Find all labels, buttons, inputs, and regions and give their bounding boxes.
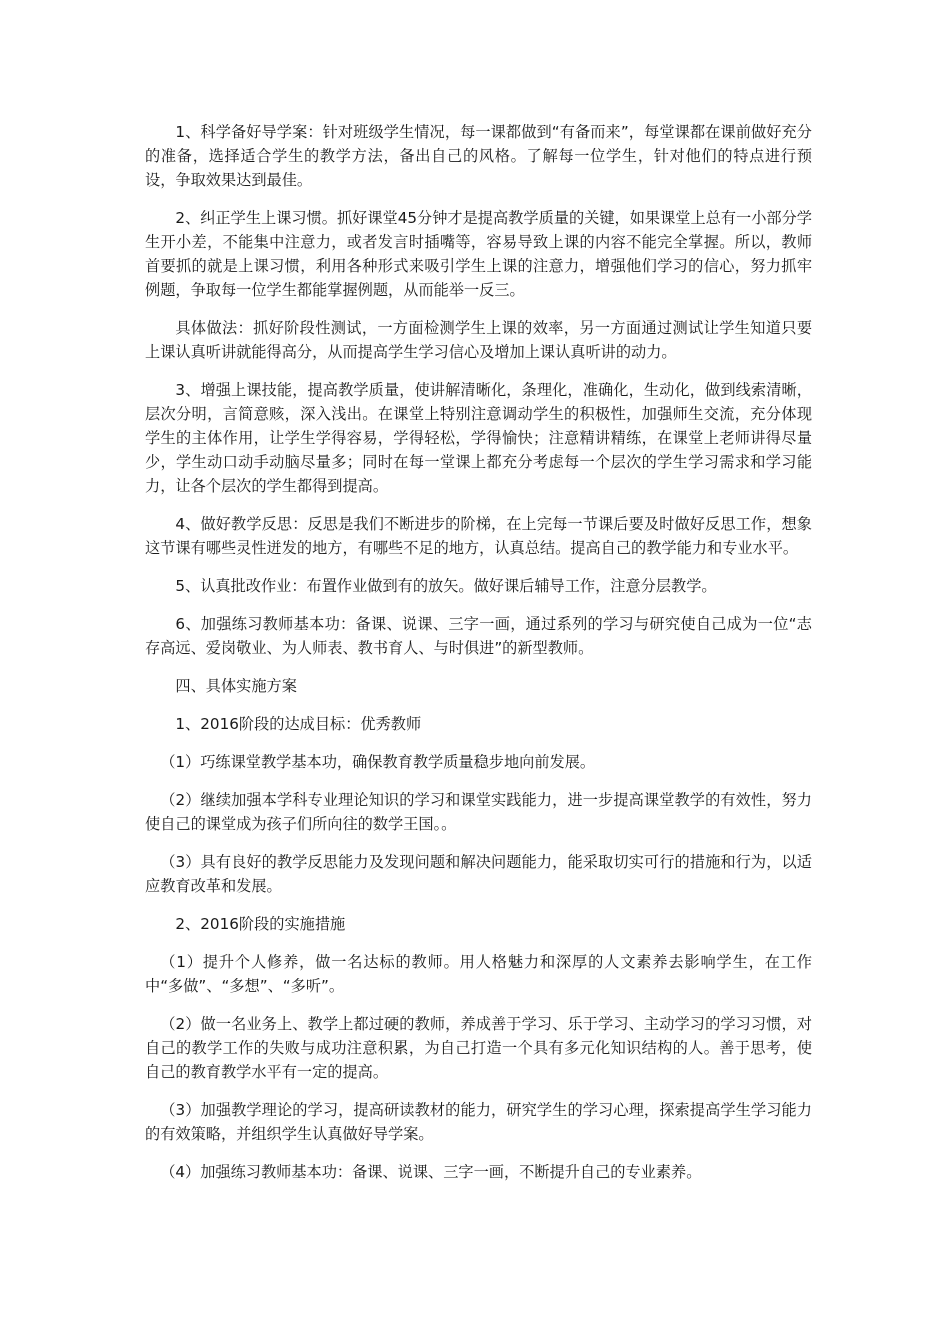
measure-item-3: （3）加强教学理论的学习，提高研读教材的能力，研究学生的学习心理，探索提高学生学习能力的有效策略，并组织学生认真做好导学案。 — [145, 1101, 812, 1143]
paragraph-basic-skills: 6、加强练习教师基本功：备课、说课、三字一画，通过系列的学习与研究使自己成为一位“志存高远、爱岗敬业、为人师表、教书育人、与时俱进”的新型教师。 — [145, 615, 812, 657]
paragraph-teaching-reflection: 4、做好教学反思：反思是我们不断进步的阶梯，在上完每一节课后要及时做好反思工作，想象这节课有哪些灵性迸发的地方，有哪些不足的地方，认真总结。提高自己的教学能力和专业水平。 — [145, 515, 812, 557]
goal-item-1: （1）巧练课堂教学基本功，确保教育教学质量稳步地向前发展。 — [160, 753, 596, 771]
paragraph-class-habits: 2、纠正学生上课习惯。抓好课堂45分钟才是提高教学质量的关键，如果课堂上总有一小部分学生开小差，不能集中注意力，或者发言时插嘴等，容易导致上课的内容不能完全掌握。所以，教师首要抓的就是上课习惯，利用各种形式来吸引学生上课的注意力，增强他们学习的信心，努力抓牢例题，争取每一位学生都能掌握例题，从而能举一反三。 — [145, 209, 812, 299]
measure-item-1: （1）提升个人修养，做一名达标的教师。用人格魅力和深厚的人文素养去影响学生，在工作中“多做”、“多想”、“多听”。 — [145, 953, 812, 995]
paragraph-specific-method: 具体做法：抓好阶段性测试，一方面检测学生上课的效率，另一方面通过测试让学生知道只要上课认真听讲就能得高分，从而提高学生学习信心及增加上课认真听讲的动力。 — [145, 319, 812, 361]
goal-item-2: （2）继续加强本学科专业理论知识的学习和课堂实践能力，进一步提高课堂教学的有效性，努力使自己的课堂成为孩子们所向往的数学王国。。 — [145, 791, 812, 833]
measure-item-4: （4）加强练习教师基本功：备课、说课、三字一画，不断提升自己的专业素养。 — [160, 1163, 702, 1181]
paragraph-lesson-plan: 1、科学备好导学案：针对班级学生情况，每一课都做到“有备而来”，每堂课都在课前做好充分的准备，选择适合学生的教学方法，备出自己的风格。了解每一位学生，针对他们的特点进行预设，争取效果达到最佳。 — [145, 123, 812, 189]
goal-item-3: （3）具有良好的教学反思能力及发现问题和解决问题能力，能采取切实可行的措施和行为，以适应教育改革和发展。 — [145, 853, 812, 895]
section-heading-implementation: 四、具体实施方案 — [175, 677, 297, 695]
subheading-goals-2016: 1、2016阶段的达成目标：优秀教师 — [175, 715, 422, 733]
subheading-measures-2016: 2、2016阶段的实施措施 — [175, 915, 346, 933]
measure-item-2: （2）做一名业务上、教学上都过硬的教师，养成善于学习、乐于学习、主动学习的学习习惯，对自己的教学工作的失败与成功注意积累，为自己打造一个具有多元化知识结构的人。善于思考，使自己的教育教学水平有一定的提高。 — [145, 1015, 812, 1081]
paragraph-teaching-skills: 3、增强上课技能，提高教学质量，使讲解清晰化，条理化，准确化，生动化，做到线索清晰，层次分明，言简意赅，深入浅出。在课堂上特别注意调动学生的积极性，加强师生交流，充分体现学生的主体作用，让学生学得容易，学得轻松，学得愉快；注意精讲精练，在课堂上老师讲得尽量少，学生动口动手动脑尽量多；同时在每一堂课上都充分考虑每一个层次的学生学习需求和学习能力，让各个层次的学生都得到提高。 — [145, 381, 812, 495]
paragraph-homework: 5、认真批改作业：布置作业做到有的放矢。做好课后辅导工作，注意分层教学。 — [175, 577, 717, 595]
